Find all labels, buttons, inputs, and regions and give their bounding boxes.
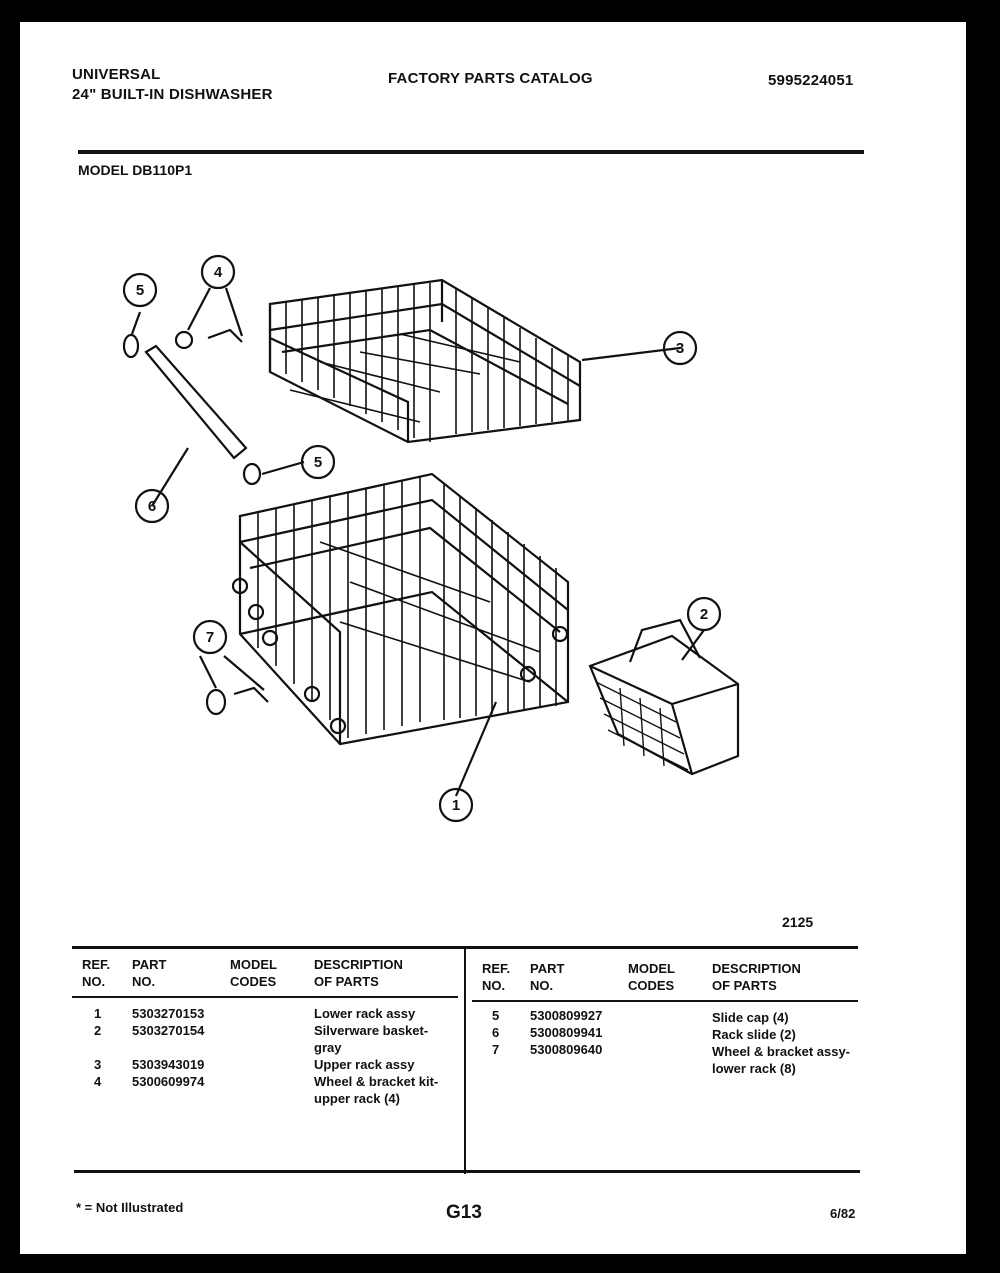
table-row-desc: lower rack (8) xyxy=(712,1061,796,1076)
figure-number: 2125 xyxy=(782,914,814,930)
lower-rack-drawing xyxy=(233,474,568,744)
table-row-part xyxy=(132,1039,204,1056)
silverware-basket-drawing xyxy=(590,620,738,774)
callout-5-bottom: 5 xyxy=(313,454,323,471)
table-row-part: 5300809640 xyxy=(530,1042,603,1057)
left-part-column xyxy=(132,1005,204,1090)
right-part-column xyxy=(530,1007,602,1058)
table-row-ref: 4 xyxy=(94,1074,102,1089)
right-ref-column xyxy=(492,1007,499,1058)
header-ref-left: REF. NO. xyxy=(82,957,111,989)
header-part-right: PART NO. xyxy=(530,961,565,993)
product-name: 24" BUILT-IN DISHWASHER xyxy=(72,86,273,103)
table-row-desc: upper rack (4) xyxy=(314,1091,400,1106)
table-row-desc: Rack slide (2) xyxy=(712,1027,796,1042)
header-part-left: PART NO. xyxy=(132,957,167,989)
table-row-part: 5300809927 xyxy=(530,1008,603,1023)
left-ref-column xyxy=(94,1005,101,1090)
slide-cap-bottom-drawing xyxy=(244,464,260,484)
table-row-ref xyxy=(94,1039,101,1056)
revision-date: 6/82 xyxy=(830,1206,856,1221)
wheel-upper-drawing xyxy=(176,332,192,348)
table-bottom-rule xyxy=(74,1170,860,1173)
table-row-ref: 7 xyxy=(492,1042,500,1057)
header-desc-right: DESCRIPTION OF PARTS xyxy=(712,961,801,993)
table-header-rule-right xyxy=(472,1000,858,1002)
slide-cap-top-drawing xyxy=(124,335,138,357)
callout-6: 6 xyxy=(147,498,157,515)
exploded-parts-diagram xyxy=(20,22,966,902)
table-row-ref: 3 xyxy=(94,1057,102,1072)
left-desc-column xyxy=(314,1005,438,1107)
table-row-ref: 6 xyxy=(492,1025,500,1040)
table-header-rule-left xyxy=(72,996,458,998)
bracket-upper-drawing xyxy=(208,330,242,342)
not-illustrated-note: * = Not Illustrated xyxy=(76,1200,184,1215)
header-ref-right: REF. NO. xyxy=(482,961,511,993)
upper-rack-drawing xyxy=(270,280,580,442)
callout-7: 7 xyxy=(205,629,215,646)
table-row-part: 5300609974 xyxy=(132,1074,205,1089)
callout-4: 4 xyxy=(213,264,223,281)
table-row-desc: Wheel & bracket kit- xyxy=(314,1074,439,1089)
table-row-part: 5303943019 xyxy=(132,1057,205,1072)
callout-3: 3 xyxy=(675,340,685,357)
table-row-ref: 5 xyxy=(492,1008,500,1023)
table-center-divider xyxy=(464,946,466,1174)
table-row-part: 5303270153 xyxy=(132,1006,205,1021)
catalog-title: FACTORY PARTS CATALOG xyxy=(388,70,593,87)
table-row-desc: Lower rack assy xyxy=(314,1006,416,1021)
header-codes-left: MODEL CODES xyxy=(230,957,277,989)
rack-slide-drawing xyxy=(146,346,246,458)
page-number: G13 xyxy=(446,1202,482,1223)
right-desc-column xyxy=(712,1009,850,1077)
catalog-page xyxy=(20,22,966,1254)
header-desc-left: DESCRIPTION OF PARTS xyxy=(314,957,403,989)
callout-5-top: 5 xyxy=(135,282,145,299)
table-row-desc: Silverware basket- xyxy=(314,1023,429,1038)
table-row-part: 5300809941 xyxy=(530,1025,603,1040)
wheel-lower-drawing xyxy=(207,690,225,714)
model-label: MODEL DB110P1 xyxy=(78,162,193,178)
table-row-desc: gray xyxy=(314,1040,342,1055)
table-row-part: 5303270154 xyxy=(132,1023,205,1038)
table-row-desc: Upper rack assy xyxy=(314,1057,415,1072)
table-row-desc: Wheel & bracket assy- xyxy=(712,1044,851,1059)
table-row-desc: Slide cap (4) xyxy=(712,1010,789,1025)
table-row-ref: 1 xyxy=(94,1006,102,1021)
callout-1: 1 xyxy=(451,797,461,814)
callout-2: 2 xyxy=(699,606,709,623)
catalog-number: 5995224051 xyxy=(768,72,854,89)
table-row-ref: 2 xyxy=(94,1023,102,1038)
brand-name: UNIVERSAL xyxy=(72,66,161,83)
header-codes-right: MODEL CODES xyxy=(628,961,675,993)
